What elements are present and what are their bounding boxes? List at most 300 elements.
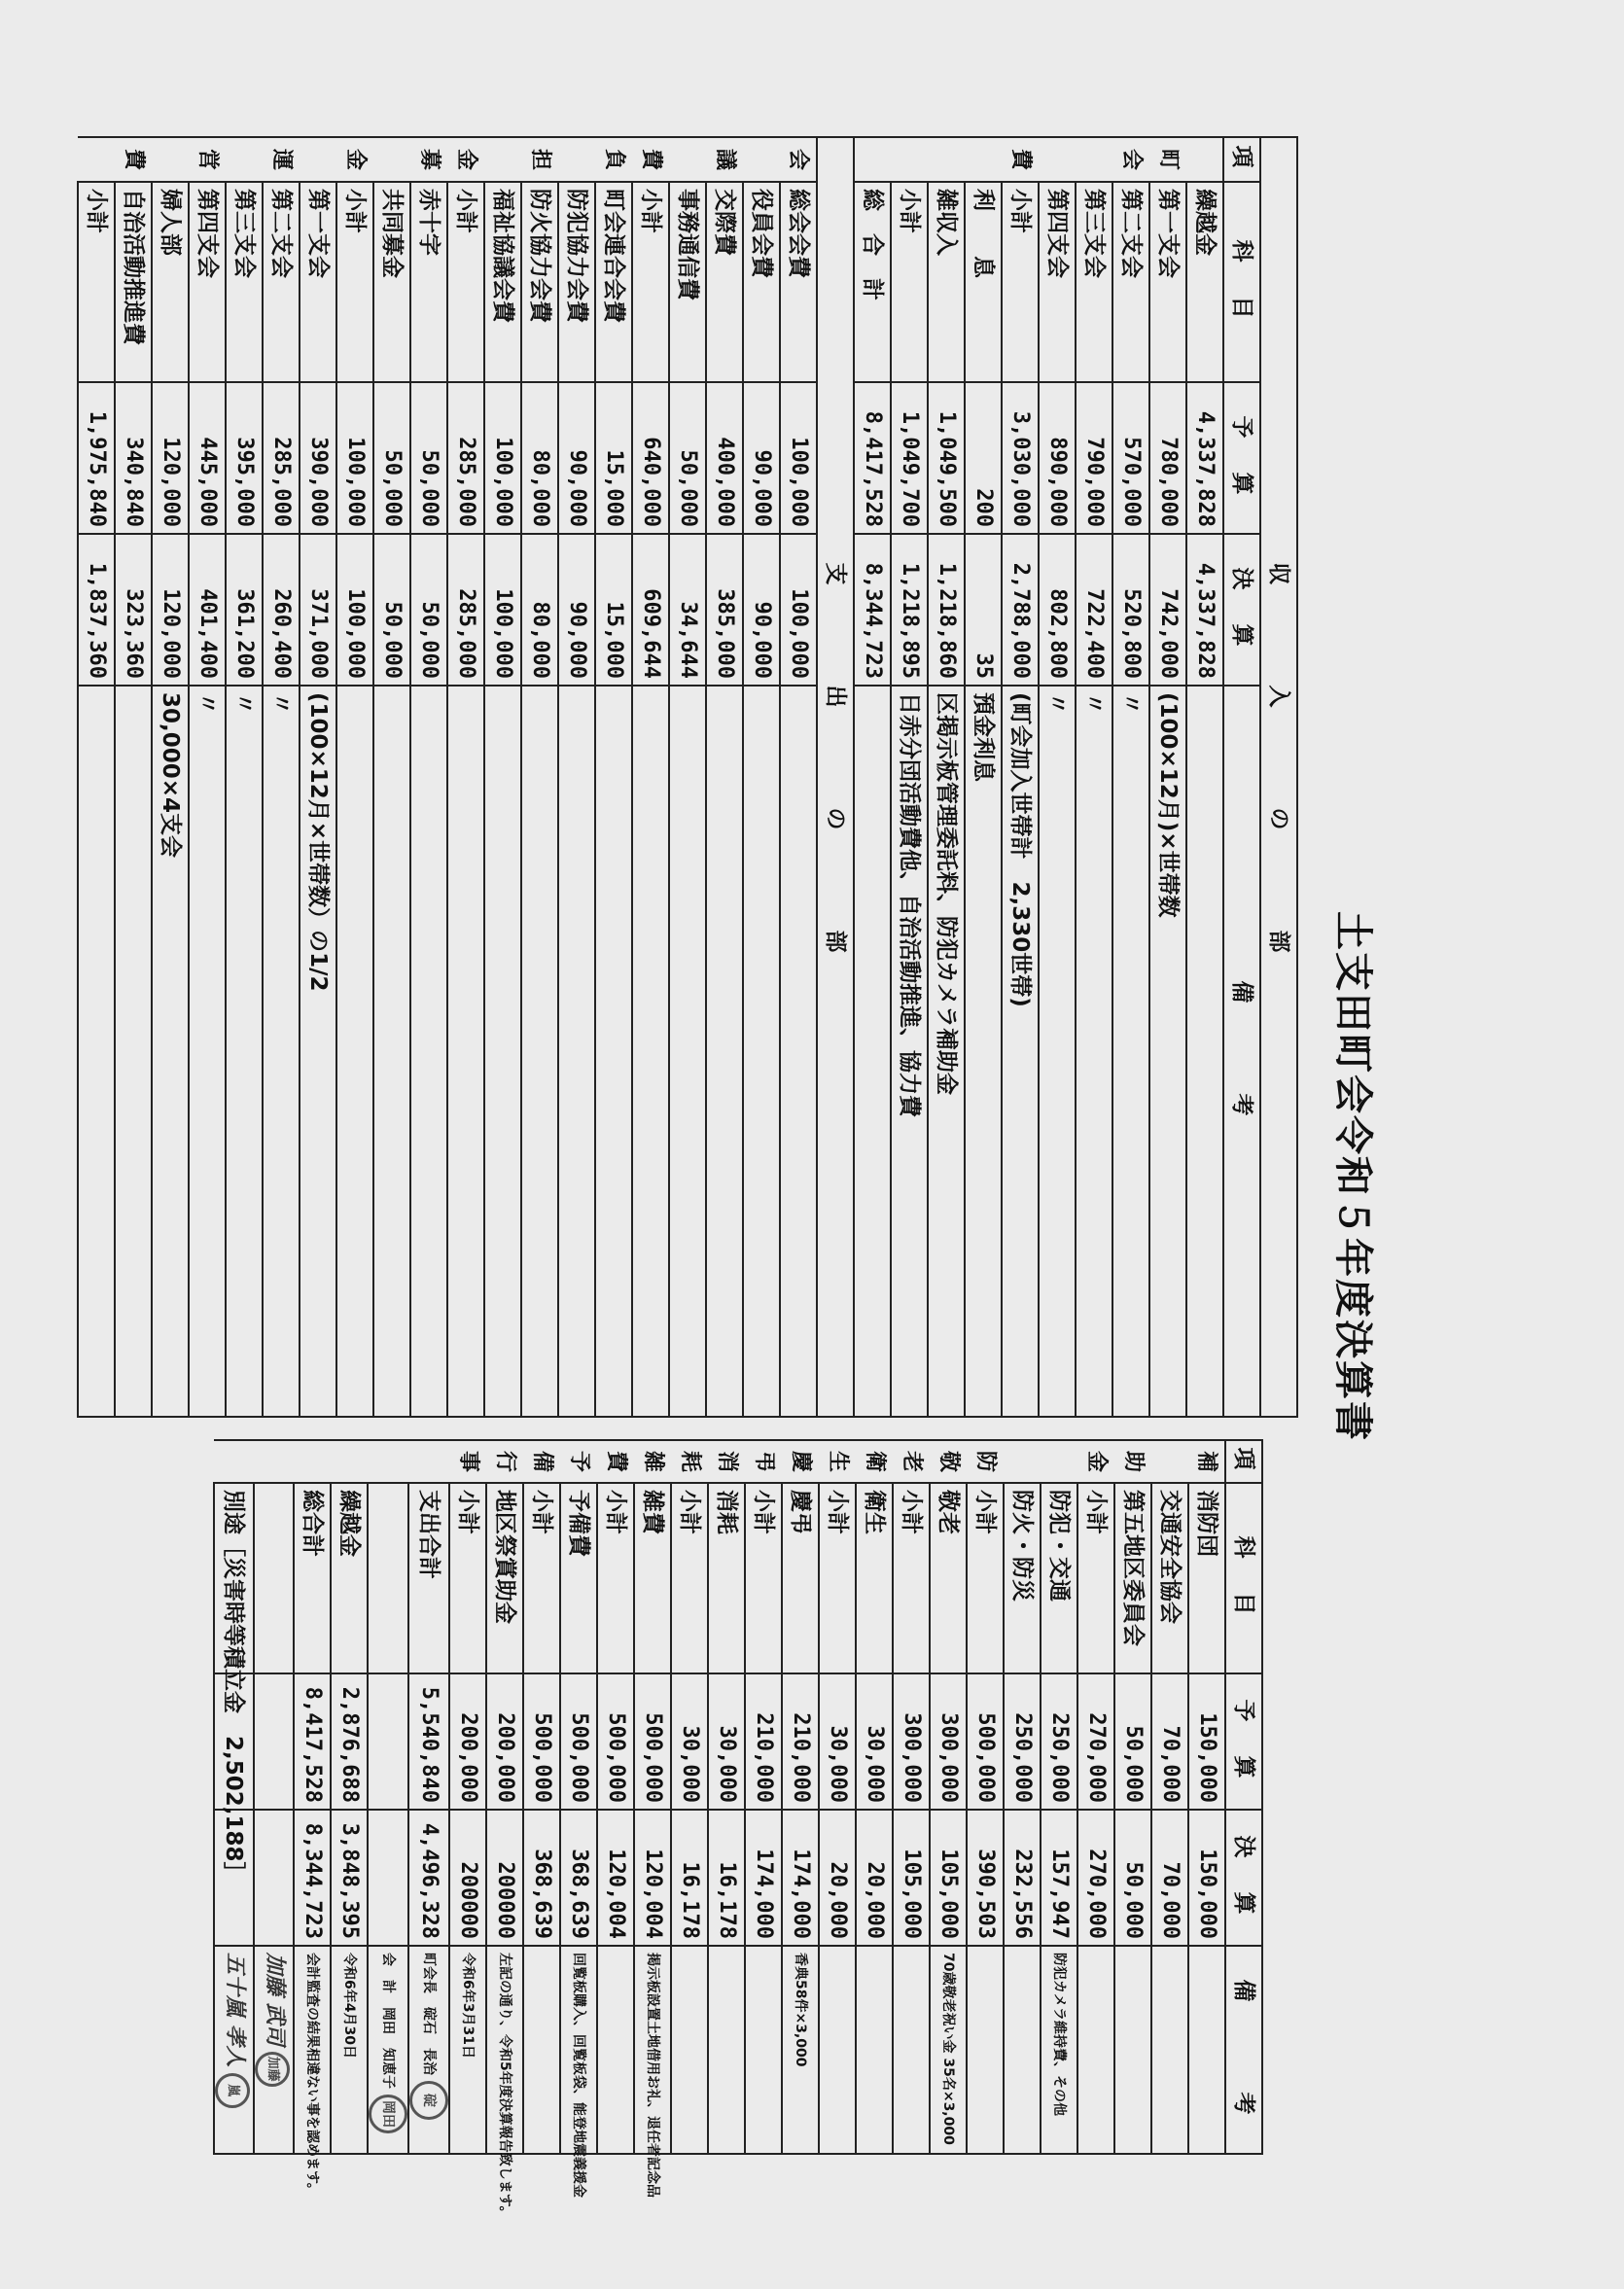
budget-cell <box>254 1673 294 1810</box>
actual-cell: 105,000 <box>893 1810 930 1946</box>
table-row <box>115 137 152 1417</box>
subject-cell: 自治活動推進費 <box>115 182 152 382</box>
chair-name: 町会長 碇石 長治碇 <box>408 1946 449 2154</box>
table-row <box>1076 137 1112 1417</box>
actual-cell: 80,000 <box>521 534 558 686</box>
note-cell <box>669 686 706 1417</box>
table-header-row <box>1225 1440 1262 2154</box>
subject-cell: 敬老 <box>930 1483 967 1673</box>
table-row <box>671 1440 708 2154</box>
subject-cell: 総会会費 <box>780 182 817 382</box>
note-cell <box>708 1946 745 2154</box>
budget-cell: 5,540,840 <box>408 1673 449 1810</box>
note-cell <box>558 686 595 1417</box>
actual-cell: 15,000 <box>595 534 632 686</box>
subject-cell: 交通安全協会 <box>1151 1483 1188 1673</box>
actual-cell: 371,000 <box>300 534 336 686</box>
table-row <box>597 1440 634 2154</box>
category-cell <box>408 1440 449 1483</box>
subject-cell: 衛生 <box>856 1483 893 1673</box>
subject-cell: 小計 <box>891 182 928 382</box>
subject-cell: 町会連合会費 <box>595 182 632 382</box>
actual-cell: 368,639 <box>560 1810 597 1946</box>
actual-cell: 390,503 <box>967 1810 1004 1946</box>
category-cell <box>891 137 928 182</box>
subject-cell: 共同募金 <box>373 182 410 382</box>
subject-cell: 第一支会 <box>1149 182 1186 382</box>
audit-date: 令和6年4月30日 <box>331 1946 368 2154</box>
category-cell: 消 <box>708 1440 745 1483</box>
actual-cell <box>368 1810 408 1946</box>
subject-cell: 雑収入 <box>928 182 965 382</box>
note-cell <box>595 686 632 1417</box>
subject-cell: 雑費 <box>634 1483 671 1673</box>
actual-cell: 20,000 <box>856 1810 893 1946</box>
actual-cell: 200000 <box>449 1810 486 1946</box>
category-cell: 事 <box>449 1440 486 1483</box>
category-cell <box>558 137 595 182</box>
category-cell <box>1151 1440 1188 1483</box>
table-row <box>1188 1440 1225 2154</box>
budget-cell: 30,000 <box>708 1673 745 1810</box>
subject-cell: 繰越金 <box>1186 182 1223 382</box>
note-cell <box>447 686 484 1417</box>
spacer-row <box>1262 1440 1298 2154</box>
actual-cell: 3,848,395 <box>331 1810 368 1946</box>
note-cell <box>521 686 558 1417</box>
table-row <box>819 1440 856 2154</box>
subject-cell: 第一支会 <box>300 182 336 382</box>
subject-cell <box>254 1483 294 1673</box>
note-cell <box>780 686 817 1417</box>
column-header: 科 目 <box>1225 1483 1262 1673</box>
category-cell <box>669 137 706 182</box>
category-cell <box>300 137 336 182</box>
category-cell <box>294 1440 331 1483</box>
subject-cell: 役員会費 <box>743 182 780 382</box>
category-cell: 費 <box>1002 137 1039 182</box>
budget-cell: 4,337,828 <box>1186 382 1223 534</box>
budget-cell: 1,975,840 <box>78 382 115 534</box>
category-cell: 運 <box>263 137 300 182</box>
note-cell <box>1188 1946 1225 2154</box>
budget-cell: 340,840 <box>115 382 152 534</box>
note-cell: (100×12月)×世帯数 <box>1149 686 1186 1417</box>
note-cell <box>671 1946 708 2154</box>
category-cell <box>1076 137 1112 182</box>
note-cell: 回覧板購入、回覧板袋、能登地震義援金 <box>560 1946 597 2154</box>
column-header: 予 算 <box>1225 1673 1262 1810</box>
note-cell: 〃 <box>226 686 263 1417</box>
table-row <box>632 137 669 1417</box>
actual-cell: 50,000 <box>410 534 447 686</box>
actual-cell: 2,788,000 <box>1002 534 1039 686</box>
budget-cell: 285,000 <box>447 382 484 534</box>
note-cell <box>78 686 115 1417</box>
actual-cell: 100,000 <box>336 534 373 686</box>
actual-cell <box>254 1810 294 1946</box>
budget-cell: 3,030,000 <box>1002 382 1039 534</box>
actual-cell: 385,000 <box>706 534 743 686</box>
category-cell <box>965 137 1002 182</box>
budget-cell: 2,876,688 <box>331 1673 368 1810</box>
budget-cell: 500,000 <box>597 1673 634 1810</box>
category-cell: 営 <box>189 137 226 182</box>
subject-cell: 赤十字 <box>410 182 447 382</box>
category-cell <box>254 1440 294 1483</box>
actual-cell: 285,000 <box>447 534 484 686</box>
table-row <box>965 137 1002 1417</box>
category-cell <box>484 137 521 182</box>
subject-cell: 小計 <box>597 1483 634 1673</box>
budget-cell: 300,000 <box>893 1673 930 1810</box>
table-row <box>967 1440 1004 2154</box>
actual-cell: 16,178 <box>708 1810 745 1946</box>
column-header: 決 算 <box>1223 534 1260 686</box>
table-row <box>745 1440 782 2154</box>
note-cell: 〃 <box>189 686 226 1417</box>
table-row <box>368 1440 408 2154</box>
budget-cell: 50,000 <box>410 382 447 534</box>
actual-cell: 120,000 <box>152 534 189 686</box>
table-row <box>486 1440 523 2154</box>
budget-cell: 70,000 <box>1151 1673 1188 1810</box>
table-row <box>634 1440 671 2154</box>
subject-cell: 交際費 <box>706 182 743 382</box>
actual-cell: 34,644 <box>669 534 706 686</box>
table-row <box>484 137 521 1417</box>
table-row <box>708 1440 745 2154</box>
table-row <box>1151 1440 1188 2154</box>
budget-cell: 500,000 <box>523 1673 560 1810</box>
rotated-document <box>84 136 1413 2220</box>
category-cell <box>743 137 780 182</box>
category-cell <box>368 1440 408 1483</box>
budget-cell: 390,000 <box>300 382 336 534</box>
subject-cell: 支出合計 <box>408 1483 449 1673</box>
table-row <box>854 137 891 1417</box>
table-row <box>300 137 336 1417</box>
category-cell: 備 <box>523 1440 560 1483</box>
note-cell <box>214 1946 254 2154</box>
actual-cell: 100,000 <box>780 534 817 686</box>
budget-cell: 445,000 <box>189 382 226 534</box>
actual-cell: 20,000 <box>819 1810 856 1946</box>
subject-cell: 小計 <box>1077 1483 1114 1673</box>
subject-cell: 小計 <box>447 182 484 382</box>
spacer-cell <box>1262 1440 1298 2154</box>
budget-cell: 200 <box>965 382 1002 534</box>
note-cell <box>410 686 447 1417</box>
section-header: 収 入 の 部 <box>1260 137 1297 1417</box>
table-row <box>930 1440 967 2154</box>
note-cell: 30,000×4支会 <box>152 686 189 1417</box>
note-cell <box>1004 1946 1041 2154</box>
category-cell: 衛 <box>856 1440 893 1483</box>
budget-cell: 500,000 <box>634 1673 671 1810</box>
budget-cell: 1,049,700 <box>891 382 928 534</box>
table-row <box>447 137 484 1417</box>
table-row <box>669 137 706 1417</box>
actual-cell: 8,344,723 <box>854 534 891 686</box>
actual-cell: 1,837,360 <box>78 534 115 686</box>
subject-cell: 小計 <box>967 1483 1004 1673</box>
actual-cell: 8,344,723 <box>294 1810 331 1946</box>
actual-cell: 50,000 <box>373 534 410 686</box>
table-row <box>254 1440 294 2154</box>
category-cell <box>1039 137 1076 182</box>
table-row <box>263 137 300 1417</box>
table-row <box>1077 1440 1114 2154</box>
budget-cell: 210,000 <box>745 1673 782 1810</box>
column-header: 項 <box>1225 1440 1262 1483</box>
category-cell: 担 <box>521 137 558 182</box>
treasurer-name: 会 計 岡田 知恵子岡田 <box>368 1946 408 2154</box>
auditor-signature-2: 五十嵐 孝人 <box>223 1953 248 2067</box>
category-cell: 敬 <box>930 1440 967 1483</box>
subject-cell: 防火・防災 <box>1004 1483 1041 1673</box>
budget-cell: 80,000 <box>521 382 558 534</box>
budget-cell: 50,000 <box>669 382 706 534</box>
subject-cell: 総合計 <box>294 1483 331 1673</box>
category-cell: 金 <box>447 137 484 182</box>
budget-cell: 8,417,528 <box>294 1673 331 1810</box>
note-cell <box>967 1946 1004 2154</box>
note-cell <box>597 1946 634 2154</box>
subject-cell: 小計 <box>1002 182 1039 382</box>
note-cell <box>632 686 669 1417</box>
table-row <box>558 137 595 1417</box>
note-cell: (町会加入世帯計 2,330世帯) <box>1002 686 1039 1417</box>
budget-cell: 30,000 <box>856 1673 893 1810</box>
note-cell <box>1186 686 1223 1417</box>
budget-cell: 500,000 <box>967 1673 1004 1810</box>
table-row <box>706 137 743 1417</box>
actual-cell: 520,800 <box>1112 534 1149 686</box>
table-row <box>410 137 447 1417</box>
subject-cell: 防犯・交通 <box>1041 1483 1077 1673</box>
table-row <box>780 137 817 1417</box>
budget-cell: 250,000 <box>1041 1673 1077 1810</box>
budget-cell: 200,000 <box>486 1673 523 1810</box>
subject-cell: 事務通信費 <box>669 182 706 382</box>
subject-cell: 防火協力会費 <box>521 182 558 382</box>
table-row <box>214 1440 254 2154</box>
category-cell: 会 <box>1112 137 1149 182</box>
subject-cell: 小計 <box>336 182 373 382</box>
category-cell: 生 <box>819 1440 856 1483</box>
audit-statement: 会計監査の結果相違ない事を認めます。 <box>294 1946 331 2154</box>
section-header-row <box>817 137 854 1417</box>
table-row <box>743 137 780 1417</box>
column-header: 項 <box>1223 137 1260 182</box>
actual-cell: 90,000 <box>743 534 780 686</box>
actual-cell: 100,000 <box>484 534 521 686</box>
budget-cell: 640,000 <box>632 382 669 534</box>
note-cell: 防犯カメラ維持費、その他 <box>1041 1946 1077 2154</box>
actual-cell: 609,644 <box>632 534 669 686</box>
table-row <box>595 137 632 1417</box>
actual-cell: 150,000 <box>1188 1810 1225 1946</box>
section-header-row <box>1260 137 1297 1417</box>
actual-cell: 50,000 <box>1114 1810 1151 1946</box>
auditor-label <box>254 1946 294 2154</box>
note-cell <box>523 1946 560 2154</box>
category-cell: 老 <box>893 1440 930 1483</box>
actual-cell: 232,556 <box>1004 1810 1041 1946</box>
subject-cell: 第五地区委員会 <box>1114 1483 1151 1673</box>
actual-cell: 157,947 <box>1041 1810 1077 1946</box>
actual-cell: 105,000 <box>930 1810 967 1946</box>
table-row <box>1186 137 1223 1417</box>
budget-cell: 285,000 <box>263 382 300 534</box>
budget-cell: 90,000 <box>558 382 595 534</box>
budget-cell: 50,000 <box>1114 1673 1151 1810</box>
budget-cell: 8,417,528 <box>854 382 891 534</box>
subject-cell: 小計 <box>523 1483 560 1673</box>
category-cell <box>854 137 891 182</box>
budget-cell: 150,000 <box>1188 1673 1225 1810</box>
table-header-row <box>1223 137 1260 1417</box>
actual-cell: 174,000 <box>745 1810 782 1946</box>
actual-cell: 1,218,860 <box>928 534 965 686</box>
actual-cell: 174,000 <box>782 1810 819 1946</box>
subject-cell <box>368 1483 408 1673</box>
budget-cell: 30,000 <box>819 1673 856 1810</box>
note-cell: 〃 <box>1039 686 1076 1417</box>
table-row <box>856 1440 893 2154</box>
table-row <box>331 1440 368 2154</box>
column-header: 科 目 <box>1223 182 1260 382</box>
note-cell <box>856 1946 893 2154</box>
actual-cell: 742,000 <box>1149 534 1186 686</box>
subject-cell: 消耗 <box>708 1483 745 1673</box>
income-expense-table <box>77 136 1298 1418</box>
table-row <box>1039 137 1076 1417</box>
category-cell <box>373 137 410 182</box>
note-cell <box>115 686 152 1417</box>
note-cell: 香典58件×3,000 <box>782 1946 819 2154</box>
budget-cell: 100,000 <box>780 382 817 534</box>
subject-cell: 地区祭賞助金 <box>486 1483 523 1673</box>
category-cell <box>1004 1440 1041 1483</box>
table-row <box>1004 1440 1041 2154</box>
subject-cell: 別途［災害時等積立金 2,502,188］ <box>214 1483 254 1673</box>
budget-cell: 400,000 <box>706 382 743 534</box>
budget-cell: 780,000 <box>1149 382 1186 534</box>
note-cell: 〃 <box>1112 686 1149 1417</box>
subject-cell: 婦人部 <box>152 182 189 382</box>
subject-cell: 小計 <box>449 1483 486 1673</box>
auditor-signature-1: 加藤 武司 <box>263 1953 288 2046</box>
category-cell: 金 <box>1077 1440 1114 1483</box>
budget-cell: 200,000 <box>449 1673 486 1810</box>
subject-cell: 小計 <box>893 1483 930 1673</box>
note-cell: 日赤分団活動費他、自治活動推進、協力費 <box>891 686 928 1417</box>
category-cell <box>331 1440 368 1483</box>
column-header: 備 考 <box>1223 686 1260 1417</box>
note-cell <box>743 686 780 1417</box>
table-row <box>336 137 373 1417</box>
subject-cell: 総 合 計 <box>854 182 891 382</box>
table-row <box>1041 1440 1077 2154</box>
category-cell: 弔 <box>745 1440 782 1483</box>
actual-cell: 361,200 <box>226 534 263 686</box>
table-row <box>893 1440 930 2154</box>
category-cell: 予 <box>560 1440 597 1483</box>
category-cell: 募 <box>410 137 447 182</box>
table-row <box>560 1440 597 2154</box>
category-cell: 会 <box>780 137 817 182</box>
actual-cell: 120,004 <box>634 1810 671 1946</box>
budget-cell <box>368 1673 408 1810</box>
budget-cell: 500,000 <box>560 1673 597 1810</box>
actual-cell: 270,000 <box>1077 1810 1114 1946</box>
column-header: 決 算 <box>1225 1810 1262 1946</box>
budget-cell: 1,049,500 <box>928 382 965 534</box>
budget-cell: 30,000 <box>671 1673 708 1810</box>
table-row <box>1002 137 1039 1417</box>
subject-cell: 第三支会 <box>1076 182 1112 382</box>
note-cell <box>484 686 521 1417</box>
note-cell <box>819 1946 856 2154</box>
category-cell <box>78 137 115 182</box>
actual-cell: 90,000 <box>558 534 595 686</box>
table-row <box>152 137 189 1417</box>
note-cell <box>706 686 743 1417</box>
note-cell: 区掲示板管理委託料、防犯カメラ補助金 <box>928 686 965 1417</box>
actual-cell: 722,400 <box>1076 534 1112 686</box>
table-row <box>373 137 410 1417</box>
subject-cell: 福祉協議会費 <box>484 182 521 382</box>
subject-cell: 第三支会 <box>226 182 263 382</box>
actual-cell: 200000 <box>486 1810 523 1946</box>
note-cell <box>336 686 373 1417</box>
category-cell: 慶 <box>782 1440 819 1483</box>
actual-cell: 1,218,895 <box>891 534 928 686</box>
subject-cell: 小計 <box>78 182 115 382</box>
actual-cell: 35 <box>965 534 1002 686</box>
category-cell: 議 <box>706 137 743 182</box>
subject-cell: 小計 <box>632 182 669 382</box>
category-cell: 費 <box>632 137 669 182</box>
actual-cell: 16,178 <box>671 1810 708 1946</box>
note-cell: 〃 <box>263 686 300 1417</box>
budget-cell: 570,000 <box>1112 382 1149 534</box>
category-cell: 行 <box>486 1440 523 1483</box>
actual-cell: 4,337,828 <box>1186 534 1223 686</box>
category-cell: 費 <box>597 1440 634 1483</box>
table-row <box>408 1440 449 2154</box>
table-row <box>449 1440 486 2154</box>
budget-cell: 100,000 <box>336 382 373 534</box>
actual-cell: 260,400 <box>263 534 300 686</box>
category-cell: 補 <box>1188 1440 1225 1483</box>
note-cell <box>373 686 410 1417</box>
note-cell <box>1151 1946 1188 2154</box>
column-header: 備 考 <box>1225 1946 1262 2154</box>
budget-cell: 300,000 <box>930 1673 967 1810</box>
subject-cell: 消防団 <box>1188 1483 1225 1673</box>
approval-statement: 左記の通り、令和5年度決算報告致します。 <box>486 1946 523 2154</box>
budget-cell: 120,000 <box>152 382 189 534</box>
category-cell <box>152 137 189 182</box>
note-cell: 掲示板設置土地借用お礼、退任者記念品 <box>634 1946 671 2154</box>
table-row <box>521 137 558 1417</box>
table-row <box>294 1440 331 2154</box>
category-cell: 負 <box>595 137 632 182</box>
actual-cell: 70,000 <box>1151 1810 1188 1946</box>
